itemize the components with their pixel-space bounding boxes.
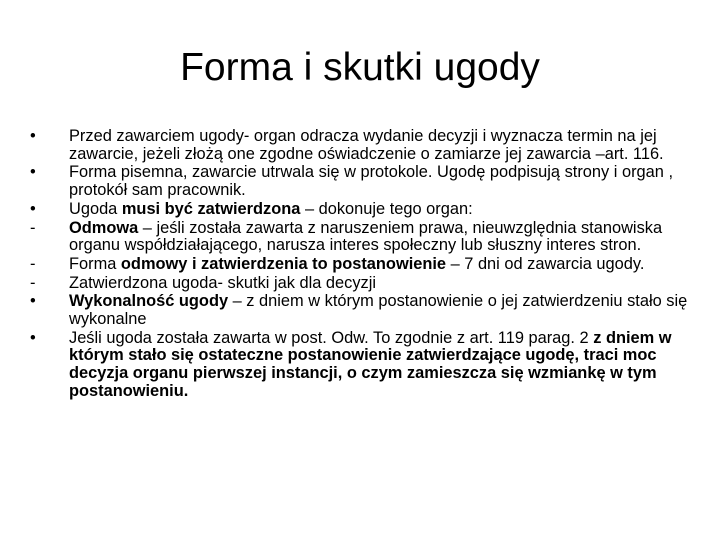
bullet-list — [30, 128, 702, 401]
bullet-text: Forma — [69, 254, 121, 273]
bullet-marker: • — [30, 328, 36, 347]
bullet-text: Jeśli ugoda została zawarta w post. Odw. To zgodnie z art. 119 parag. 2 — [69, 328, 594, 347]
bullet-text: Zatwierdzona ugoda- skutki jak dla decyzji — [69, 273, 377, 292]
bullet-item — [30, 330, 702, 400]
bullet-text: Forma pisemna, zawarcie utrwala się w protokole. Ugodę podpisują strony i organ , protokół sam pracownik. — [69, 163, 674, 199]
dash-marker: - — [30, 254, 36, 273]
bullet-text-bold: odmowy i zatwierdzenia to postanowienie — [120, 254, 447, 273]
bullet-item — [30, 128, 702, 163]
bullet-text: – dokonuje tego organ: — [300, 199, 473, 218]
bullet-text: Przed zawarciem ugody- organ odracza wydanie decyzji i wyznacza termin na jej zawarcie, jeżeli złożą one zgodne oświadczenie o zamiarze jej zawarcia –art. 116. — [69, 127, 664, 163]
bullet-item — [30, 275, 702, 293]
bullet-text-bold: Wykonalność ugody — [69, 292, 229, 311]
slide-title: Forma i skutki ugody — [180, 46, 540, 89]
dash-marker: - — [30, 273, 36, 292]
bullet-text: Ugoda — [69, 199, 122, 218]
bullet-item — [30, 256, 702, 274]
bullet-text-bold: Odmowa — [69, 218, 139, 237]
bullet-item — [30, 201, 702, 219]
bullet-text: – z dniem w którym postanowienie o jej zatwierdzeniu stało się wykonalne — [69, 292, 688, 329]
bullet-marker: • — [30, 127, 36, 145]
bullet-text: – 7 dni od zawarcia ugody. — [446, 254, 645, 273]
bullet-item — [30, 220, 702, 255]
bullet-item — [30, 293, 702, 328]
bullet-text-bold: z dniem w którym stało się ostateczne postanowienie zatwierdzające ugodę, traci moc decyzja organu pierwszej instancji, o czym zamieszcza się wzmiankę w tym postanowieniu. — [69, 328, 672, 400]
bullet-text-bold: musi być zatwierdzona — [121, 199, 301, 218]
bullet-marker: • — [30, 292, 36, 311]
bullet-marker: • — [30, 199, 36, 218]
bullet-text: – jeśli została zawarta z naruszeniem prawa, nieuwzględnia stanowiska organu współdziałającego, narusza interes społeczny lub słuszny interes stron. — [69, 218, 663, 255]
bullet-item — [30, 164, 702, 199]
dash-marker: - — [30, 218, 36, 237]
bullet-marker: • — [30, 163, 36, 182]
